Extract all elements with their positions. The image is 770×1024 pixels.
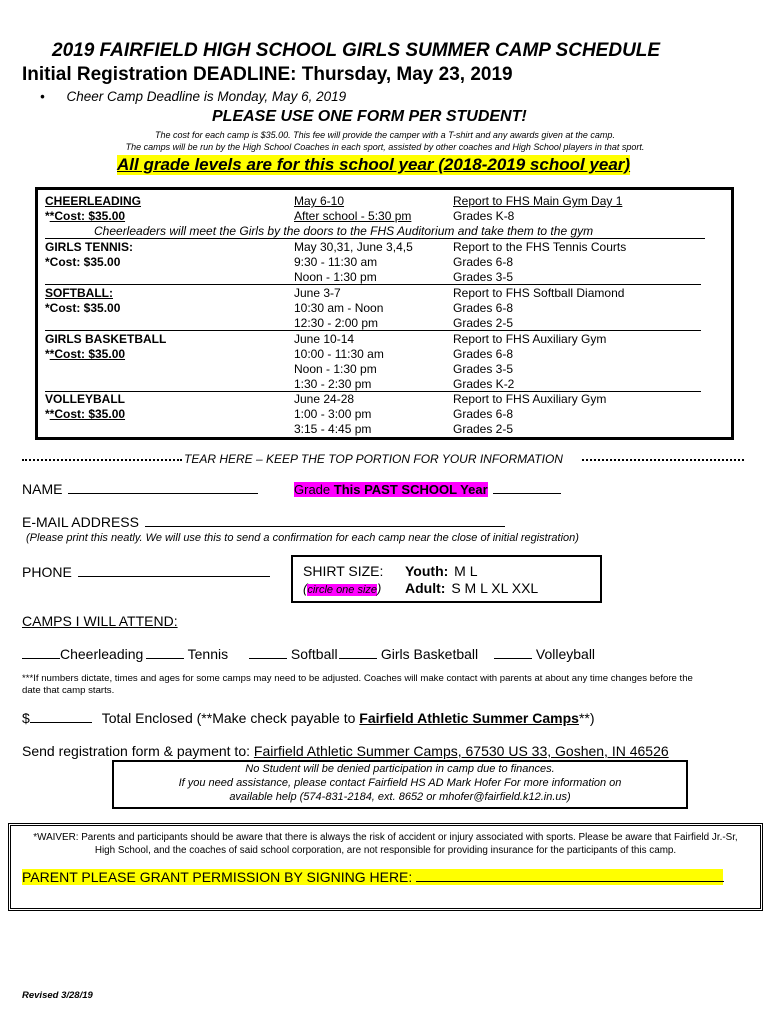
waiver-text-1: *WAIVER: Parents and participants should be aware that there is always the risk of accident or injury associated with sports. Please be aware that Fairfield Jr.-Sr, — [33, 832, 738, 843]
send-label: Send registration form & payment to: — [22, 743, 254, 759]
email-note: (Please print this neatly. We will use this to send a confirmation for each camp near the close of initial registration) — [26, 532, 579, 544]
cheer-grades: Grades K-8 — [453, 209, 515, 223]
volleyball-grades-1: Grades 6-8 — [453, 407, 514, 421]
cost-note-1: The cost for each camp is $35.00. This fee will provide the camper with a T-shirt and any awards given at the camp. — [155, 130, 615, 140]
tear-here-text: TEAR HERE – KEEP THE TOP PORTION FOR YOUR INFORMATION — [184, 452, 563, 466]
grade-label-bold: This PAST SCHOOL Year — [333, 482, 488, 497]
dollar-sign: $ — [22, 710, 30, 726]
finance-line-1: No Student will be denied participation in camp due to finances. — [245, 763, 555, 775]
email-blank[interactable] — [145, 514, 505, 527]
softball-grades-2: Grades 2-5 — [453, 316, 514, 330]
camp-volleyball[interactable] — [494, 646, 595, 662]
camp-cheer-blank[interactable] — [22, 646, 60, 659]
circle-one-note — [303, 581, 381, 596]
tennis-grades-2: Grades 3-5 — [453, 270, 514, 284]
one-form-notice: PLEASE USE ONE FORM PER STUDENT! — [212, 108, 527, 125]
email-label: E-MAIL ADDRESS — [22, 514, 139, 530]
camp-cheer[interactable] — [22, 646, 143, 662]
basketball-time-2: Noon - 1:30 pm — [294, 362, 377, 376]
camp-softball-label: Softball — [290, 646, 338, 662]
tear-line-left — [22, 459, 182, 461]
page-title: 2019 FAIRFIELD HIGH SCHOOL GIRLS SUMMER CAMP SCHEDULE — [52, 40, 661, 61]
youth-sizes[interactable] — [405, 563, 478, 579]
shirt-size-label: SHIRT SIZE: — [303, 563, 384, 579]
softball-cost: *Cost: $35.00 — [45, 301, 121, 315]
tennis-time-2: Noon - 1:30 pm — [294, 270, 377, 284]
softball-location: Report to FHS Softball Diamond — [453, 286, 625, 300]
signature-label: PARENT PLEASE GRANT PERMISSION BY SIGNING HERE: — [22, 869, 417, 885]
basketball-time-1: 10:00 - 11:30 am — [294, 347, 384, 361]
camp-basketball[interactable] — [339, 646, 478, 662]
row-divider — [45, 238, 705, 239]
camp-basketball-blank[interactable] — [339, 646, 377, 659]
volleyball-date: June 24-28 — [294, 392, 355, 406]
paren-close: ) — [377, 581, 382, 596]
waiver-text-2: High School, and the coaches of said school corporation, are not responsible for providing insurance for the participants of this camp. — [94, 845, 677, 856]
camp-volleyball-blank[interactable] — [494, 646, 532, 659]
volleyball-time-2: 3:15 - 4:45 pm — [294, 422, 372, 436]
total-blank[interactable] — [30, 710, 92, 723]
tennis-grades-1: Grades 6-8 — [453, 255, 514, 269]
tennis-location: Report to the FHS Tennis Courts — [453, 240, 627, 254]
softball-date: June 3-7 — [294, 286, 341, 300]
basketball-grades-1: Grades 6-8 — [453, 347, 514, 361]
cost-note-2: The camps will be run by the High School Coaches in each sport, assisted by other coaches and High School players in that sport. — [125, 142, 645, 152]
total-enclosed[interactable] — [22, 710, 595, 726]
basketball-date: June 10-14 — [294, 332, 355, 346]
cheer-deadline — [40, 89, 346, 104]
basketball-cost-text: *Cost: $35.00 — [49, 347, 126, 361]
grade-label: Grade — [294, 482, 334, 497]
adult-sizes[interactable] — [405, 580, 538, 596]
grade-field[interactable] — [294, 481, 561, 497]
cheer-time: After school - 5:30 pm — [294, 209, 412, 223]
softball-time-2: 12:30 - 2:00 pm — [294, 316, 379, 330]
basketball-grades-3: Grades K-2 — [453, 377, 515, 391]
cheer-note: Cheerleaders will meet the Girls by the doors to the FHS Auditorium and take them to the gym — [94, 224, 594, 238]
phone-label: PHONE — [22, 564, 72, 580]
bullet-icon: • — [40, 89, 45, 104]
email-field[interactable] — [22, 514, 505, 530]
phone-blank[interactable] — [78, 564, 270, 577]
registration-deadline: Initial Registration DEADLINE: Thursday, May 23, 2019 — [22, 64, 513, 85]
volleyball-name: VOLLEYBALL — [45, 392, 125, 406]
cheer-cost: **Cost: $35.00 — [45, 209, 126, 223]
basketball-time-3: 1:30 - 2:30 pm — [294, 377, 372, 391]
volleyball-cost-text: *Cost: $35.00 — [49, 407, 126, 421]
cheer-location: Report to FHS Main Gym Day 1 — [453, 194, 623, 208]
tennis-date: May 30,31, June 3,4,5 — [294, 240, 413, 254]
camps-label: CAMPS I WILL ATTEND: — [22, 613, 178, 629]
camp-basketball-label: Girls Basketball — [380, 646, 479, 662]
youth-label: Youth: — [405, 563, 449, 579]
volleyball-cost: **Cost: $35.00 — [45, 407, 126, 421]
cheer-date: May 6-10 — [294, 194, 345, 208]
grade-levels-banner: All grade levels are for this school year (2018-2019 school year) — [117, 155, 631, 174]
softball-grades-1: Grades 6-8 — [453, 301, 514, 315]
revised-date: Revised 3/28/19 — [22, 990, 93, 1001]
volleyball-time-1: 1:00 - 3:00 pm — [294, 407, 372, 421]
camp-tennis-blank[interactable] — [146, 646, 184, 659]
phone-field[interactable] — [22, 564, 270, 580]
name-blank[interactable] — [68, 481, 258, 494]
adult-label: Adult: — [405, 580, 446, 596]
basketball-location: Report to FHS Auxiliary Gym — [453, 332, 607, 346]
signature-field[interactable] — [22, 869, 723, 885]
grade-blank[interactable] — [493, 481, 561, 494]
circle-one-text: circle one size — [307, 584, 378, 596]
tennis-name: GIRLS TENNIS: — [45, 240, 134, 254]
finance-line-3: available help (574-831-2184, ext. 8652 or mhofer@fairfield.k12.in.us) — [229, 791, 571, 803]
basketball-cost: **Cost: $35.00 — [45, 347, 126, 361]
signature-blank[interactable] — [416, 869, 724, 882]
payable-to: Fairfield Athletic Summer Camps — [359, 710, 579, 726]
paren-open: ( — [303, 581, 308, 596]
softball-name: SOFTBALL: — [45, 286, 113, 300]
row-divider — [45, 284, 701, 285]
adjust-note-2: date that camp starts. — [22, 685, 115, 696]
volleyball-location: Report to FHS Auxiliary Gym — [453, 392, 607, 406]
row-divider — [45, 330, 701, 331]
name-label: NAME — [22, 481, 63, 497]
basketball-name: GIRLS BASKETBALL — [45, 332, 167, 346]
camp-cheer-label: Cheerleading — [60, 646, 144, 662]
camp-tennis-label: Tennis — [187, 646, 229, 662]
name-field[interactable] — [22, 481, 258, 497]
camp-tennis[interactable] — [146, 646, 228, 662]
softball-time-1: 10:30 am - Noon — [294, 301, 384, 315]
youth-size-options[interactable]: M L — [454, 563, 478, 579]
camp-softball[interactable] — [249, 646, 338, 662]
basketball-grades-2: Grades 3-5 — [453, 362, 514, 376]
tennis-cost: *Cost: $35.00 — [45, 255, 121, 269]
tear-line-right — [582, 459, 744, 461]
tennis-time-1: 9:30 - 11:30 am — [294, 255, 378, 269]
total-label: Total Enclosed (**Make check payable to — [101, 710, 360, 726]
adjust-note-1: ***If numbers dictate, times and ages for some camps may need to be adjusted. Coaches will make contact with parents at about any time changes before the — [22, 673, 693, 684]
cheer-cost-text: *Cost: $35.00 — [49, 209, 126, 223]
finance-line-2: If you need assistance, please contact Fairfield HS AD Mark Hofer For more information on — [178, 777, 622, 789]
cheer-deadline-text: Cheer Camp Deadline is Monday, May 6, 2019 — [66, 89, 347, 104]
cheer-name: CHEERLEADING — [45, 194, 142, 208]
send-to — [22, 743, 669, 759]
send-address: Fairfield Athletic Summer Camps, 67530 US 33, Goshen, IN 46526 — [253, 743, 669, 759]
adult-size-options[interactable]: S M L XL XXL — [451, 580, 539, 596]
total-close: **) — [578, 710, 595, 726]
volleyball-grades-2: Grades 2-5 — [453, 422, 514, 436]
camp-volleyball-label: Volleyball — [535, 646, 596, 662]
camp-softball-blank[interactable] — [249, 646, 287, 659]
